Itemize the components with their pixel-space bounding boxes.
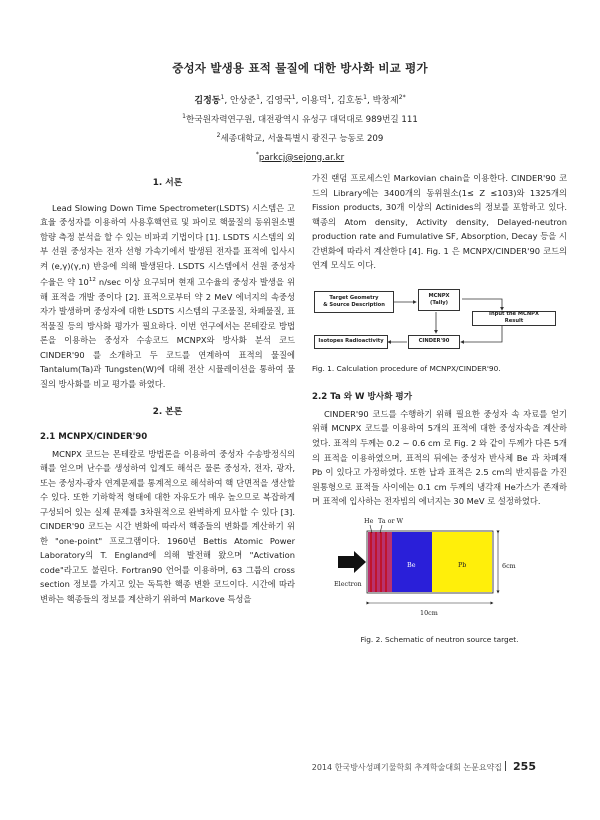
flow-box-geometry: Target Geometry & Source Description [314, 291, 394, 313]
author-name: 박창제 [372, 96, 399, 106]
intro-paragraph [40, 201, 295, 392]
flow-box-isotopes: Isotopes Radioactivity [314, 335, 388, 349]
label-ta-or-w: Ta or W [378, 516, 404, 525]
intro-exponent: 12 [88, 277, 96, 284]
subsection-heading-2-2: 2.2 Ta 와 W 방사화 평가 [312, 392, 413, 403]
flow-box-mcnpx: MCNPX (Tally) [418, 289, 460, 311]
author-sup: 1 [220, 94, 225, 101]
label-height-6cm: 6cm [502, 561, 516, 570]
affiliation-1 [0, 109, 600, 128]
label-pb: Pb [458, 560, 467, 569]
markov-paragraph: 가진 랜덤 프로세스인 Markovian chain을 이용한다. CINDER'90 코드의 Library에는 3400개의 동위원소(1≤ Z ≤103)와 1325개의 Fission products, 30개 이상의 Actinides의 정보를 포함하고 있다. 핵종의 Atom density, Activity density, Delayed-neutron production rate and Fumulative SF, Absorption, Decay 등을 시간변화에 따라서 계산한다 [4]. Fig. 1 은 MCNPX/CINDER'90 코드의 연계 모식도 이다. [312, 173, 567, 271]
activation-paragraph: CINDER'90 코드를 수행하기 위해 필요한 중성자 속 자료를 얻기 위해 MCNPX 코드를 이용하여 5개의 표적에 대한 중성자속을 계산하였다. 표적의 두께는 0.2 ~ 0.6 cm 로 Fig. 2 와 같이 두께가 다른 5개의 표적을 이용하였으며, 표적의 뒤에는 중성자 반사체 Be 과 차폐재 Pb 이 있다고 가정하였다. 또한 납과 표적은 2.5 cm의 반지름을 가진 원통형으로 표적들 사이에는 0.1 cm 두께의 냉각재 He가스가 존재하며 표적에 입사하는 전자빔의 에너지는 30 MeV 로 설정하였다. [312, 408, 567, 507]
footer-text: 2014 한국방사성폐기물학회 추계학술대회 논문요약집 [311, 763, 503, 772]
affiliation-2 [0, 128, 600, 147]
label-be: Be [407, 560, 416, 569]
affiliation-sup: 2 [216, 131, 221, 139]
flow-box-cinder: CINDER'90 [408, 335, 460, 349]
left-column [40, 170, 295, 607]
author-sup: 1 [327, 94, 332, 101]
footer-divider [505, 761, 506, 771]
figure-2-target-diagram [312, 513, 567, 628]
author-sup: 1 [291, 94, 296, 101]
section-heading-intro: 1. 서론 [152, 178, 183, 188]
authors-block [0, 90, 600, 166]
mcnpx-paragraph: MCNPX 코드는 몬테칼로 방법론을 이용하여 중성자 수송방정식의 해를 얻으며 난수를 생성하여 입계도 해석은 물론 중성자, 전자, 광자, 또는 중성자-광자 연계문제를 통계적으로 해석하여 핵 단면적을 생산할 수 있다. 또한 기하학적 형태에 대한 자유도가 매우 높으므로 복잡하게 구성되어 있는 실제 문제를 3차원적으로 완벽하게 묘사할 수 있다 [3]. CINDER'90 코드는 시간 변화에 따라서 핵종들의 변화를 계산하기 위한 "one-point" 프로그램이다. 1960년 Bettis Atomic Power Laboratory의 T. England에 의해 발전해 왔으며 "Activation code"라고도 불린다. Fortran90 언어를 이용하며, 63 그룹의 cross section 정보를 가지고 있는 독특한 핵종 변환 코드이다. 시간에 따라 변하는 핵종들의 정보를 계산하기 위하여 Markove 특성을 [40, 448, 295, 604]
section-heading-body: 2. 본론 [152, 407, 183, 418]
author-list: 김정동$^1$, 안상준$^1$, 김영국$^1$, 이용덕$^1$, 김호동$^1$, 박창제$^{2*}$ [194, 94, 406, 106]
email-line [0, 147, 600, 166]
author-name: 이용덕 [301, 96, 328, 106]
author-name: 김정동 [194, 96, 221, 106]
intro-text-b: n/sec 이상 요구되며 현재 고수율의 중성자 발생을 위해 표적을 개발 중이다 [2]. 표적으로부터 약 2 MeV 에너지의 속중성자가 발생하며 중성자에 대한 LSDTS 시스템의 구조물질, 차폐물질, 표적물질 등의 방사화 평가가 필요하다. 이번 연구에서는 몬테칼로 방법론을 이용하는 중성자 수송코드 MCNPX와 방사화 분석 코드 CINDER'90 를 소개하고 두 코드를 연계하여 표적의 물질에 Tantalum(Ta)과 Tungsten(W)에 대해 전산 시뮬레이션을 통하여 물질의 방사화를 비교 평가를 하였다. [40, 277, 295, 389]
author-sup: 1 [363, 94, 367, 101]
page-number: 255 [513, 760, 536, 773]
figure-1-flowchart [312, 287, 562, 357]
target-schematic [312, 513, 567, 628]
label-width-10cm: 10cm [420, 608, 438, 617]
subsection-heading-2-1: 2.1 MCNPX/CINDER'90 [40, 431, 148, 442]
target-layer-ta-w [368, 532, 392, 592]
author-name: 김영국 [265, 96, 292, 106]
affiliation-text: 세종대학교, 서울특별시 광진구 능동로 209 [220, 133, 384, 144]
label-he: He [364, 516, 374, 525]
author-sup: 2* [398, 94, 406, 101]
email-sup: * [255, 150, 259, 158]
figure-1-caption: Fig. 1. Calculation procedure of MCNPX/CINDER'90. [312, 363, 501, 373]
affiliation-text: 한국원자력연구원, 대전광역시 유성구 대덕대로 989번길 111 [185, 114, 418, 125]
author-name: 안상준 [230, 96, 257, 106]
affiliation-sup: 1 [182, 113, 186, 120]
email-link[interactable]: parkcj@sejong.ar.kr [258, 152, 345, 163]
intro-text-a: Lead Slowing Down Time Spectrometer(LSDTS) 시스템은 고효율 중성자를 이용하여 사용후핵연료 및 파이로 핵물질의 동위원소별 함량 측정 분석을 할 수 있는 비파괴 기법이다 [1]. LSDTS 시스템의 외부 선원 중성자는 전자 선형 가속기에서 발생된 전자를 표적에 입사시켜 (e,γ)(γ,n) 반응에 의해 발생된다. LSDTS 시스템에서 선원 중성자 수율은 약 10 [40, 202, 295, 288]
page-footer [312, 760, 536, 773]
label-electron: Electron [334, 579, 362, 588]
figure-2-caption: Fig. 2. Schematic of neutron source target. [360, 634, 519, 644]
author-sup: 1 [256, 94, 260, 101]
paper-title: 중성자 발생용 표적 물질에 대한 방사화 비교 평가 [172, 61, 428, 75]
right-column [312, 171, 567, 647]
flow-box-input-result: Input the MCNPX Result [472, 311, 556, 326]
author-name: 김호동 [337, 96, 364, 106]
